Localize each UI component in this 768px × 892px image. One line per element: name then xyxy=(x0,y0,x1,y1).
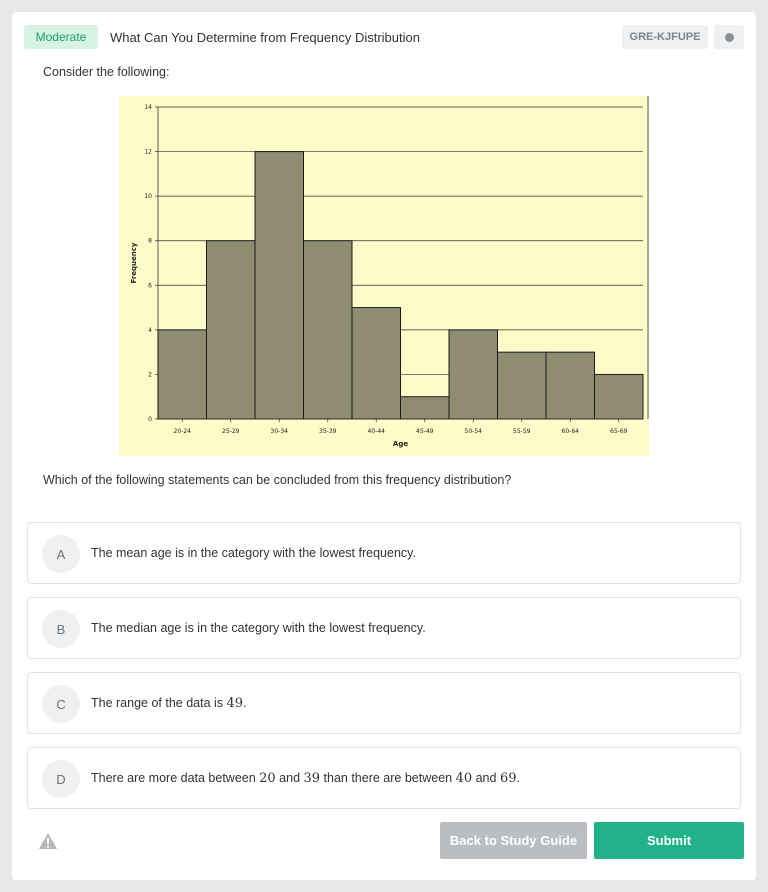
choice-b[interactable] xyxy=(27,597,741,659)
y-tick-label: 14 xyxy=(144,104,152,111)
histogram-bar xyxy=(546,352,595,419)
choice-text xyxy=(91,696,247,711)
x-tick-label: 30-34 xyxy=(270,428,288,435)
prompt-text: Consider the following: xyxy=(43,65,170,79)
histogram-bar xyxy=(595,374,644,419)
choice-letter: A xyxy=(42,535,80,573)
histogram-bar xyxy=(207,241,256,419)
y-tick-label: 6 xyxy=(148,282,152,290)
histogram-bar xyxy=(352,308,401,419)
histogram-bar xyxy=(255,152,304,419)
choice-text xyxy=(91,771,520,786)
y-tick-label: 10 xyxy=(144,193,152,201)
x-tick-label: 60-64 xyxy=(561,428,579,435)
histogram-bar xyxy=(304,241,353,419)
choice-text-part: There are more data between xyxy=(91,771,260,785)
x-tick-label: 50-54 xyxy=(464,428,482,435)
back-to-study-guide-button[interactable]: Back to Study Guide xyxy=(440,822,587,859)
choice-letter: D xyxy=(42,760,80,798)
choice-text-part: . xyxy=(516,771,520,785)
choice-text-part: and xyxy=(472,771,500,785)
x-tick-label: 35-39 xyxy=(319,428,337,435)
x-tick-label: 25-29 xyxy=(222,428,240,435)
submit-button[interactable]: Submit xyxy=(594,822,744,859)
histogram-svg xyxy=(119,96,649,456)
math-number: 69 xyxy=(499,771,517,786)
y-tick-label: 2 xyxy=(148,371,152,379)
question-title: What Can You Determine from Frequency Distribution xyxy=(110,30,420,45)
question-card xyxy=(12,12,756,880)
y-axis-title: Frequency xyxy=(130,242,138,284)
histogram-bar xyxy=(401,397,450,419)
x-axis-title: Age xyxy=(392,440,409,448)
y-tick-label: 12 xyxy=(144,148,152,156)
histogram-bar xyxy=(158,330,207,419)
choice-text: The median age is in the category with the lowest frequency. xyxy=(91,621,426,635)
x-tick-label: 65-69 xyxy=(610,428,628,435)
histogram-bar xyxy=(449,330,498,419)
choice-text-part: and xyxy=(275,771,304,785)
status-button[interactable] xyxy=(714,25,744,49)
math-number: 40 xyxy=(455,771,473,786)
histogram-bar xyxy=(498,352,547,419)
choice-c[interactable] xyxy=(27,672,741,734)
question-text: Which of the following statements can be concluded from this frequency distribution? xyxy=(43,473,512,487)
dot-icon xyxy=(725,33,734,42)
choice-letter: C xyxy=(42,685,80,723)
choice-d[interactable] xyxy=(27,747,741,809)
warning-icon[interactable] xyxy=(38,832,58,850)
question-code: GRE-KJFUPE xyxy=(622,25,708,49)
math-number: 49 xyxy=(226,696,244,711)
x-tick-label: 55-59 xyxy=(513,428,531,435)
x-tick-label: 40-44 xyxy=(367,428,385,435)
math-number: 39 xyxy=(303,771,321,786)
choice-a[interactable] xyxy=(27,522,741,584)
y-tick-label: 0 xyxy=(148,416,152,423)
choice-text: The mean age is in the category with the lowest frequency. xyxy=(91,546,416,560)
choice-text-part: than there are between xyxy=(320,771,456,785)
choice-letter: B xyxy=(42,610,80,648)
histogram-chart xyxy=(119,96,649,456)
choice-text-part: . xyxy=(243,696,247,710)
question-header xyxy=(12,12,756,62)
y-tick-label: 8 xyxy=(148,237,152,245)
difficulty-badge: Moderate xyxy=(24,25,98,49)
choice-text-part: The range of the data is xyxy=(91,696,227,710)
y-tick-label: 4 xyxy=(148,326,152,334)
x-tick-label: 45-49 xyxy=(416,428,434,435)
math-number: 20 xyxy=(259,771,276,786)
x-tick-label: 20-24 xyxy=(173,428,191,435)
